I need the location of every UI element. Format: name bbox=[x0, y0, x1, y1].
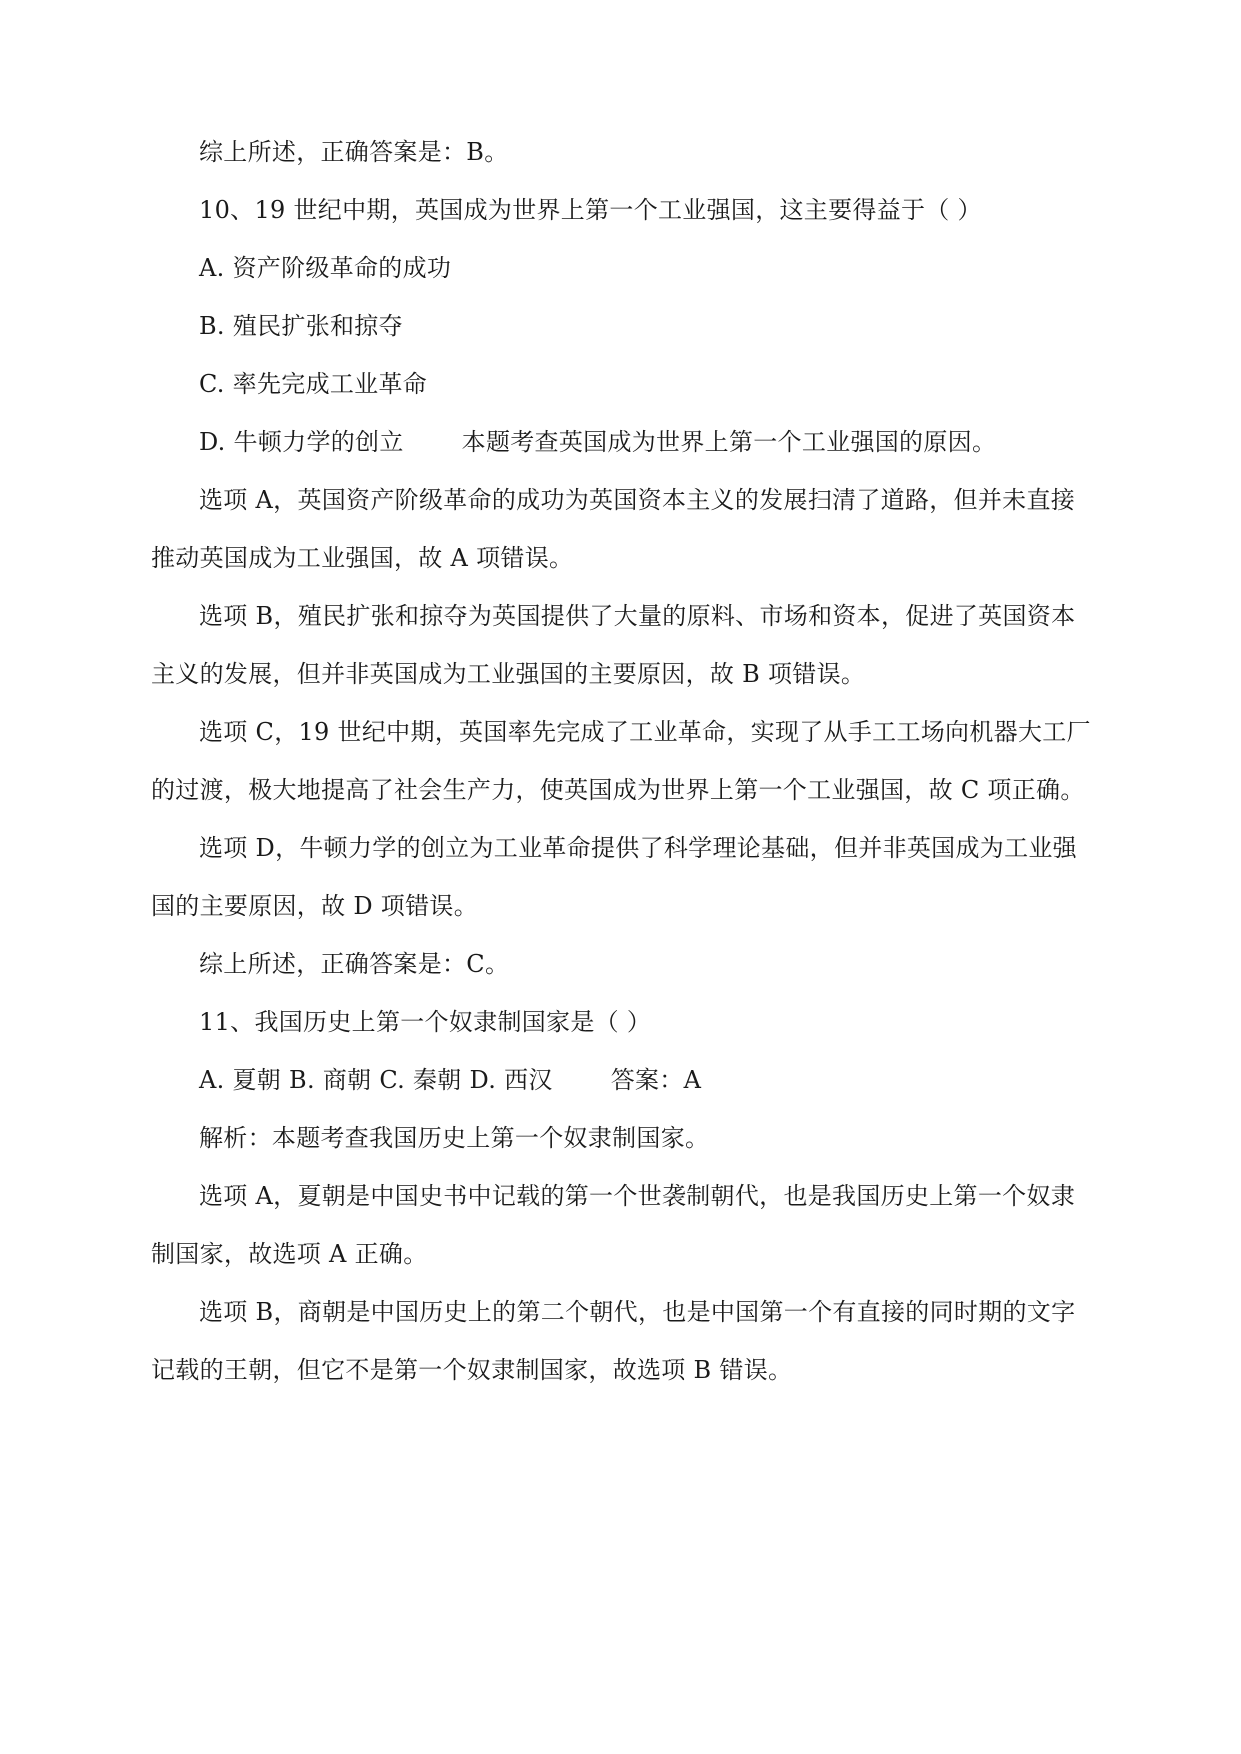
question-10-option-c: C. 率先完成工业革命 bbox=[199, 370, 428, 398]
question-11-stem: 11、我国历史上第一个奴隶制国家是（ ） bbox=[199, 1008, 652, 1036]
question-10-explain-d-line-1: 选项 D，牛顿力学的创立为工业革命提供了科学理论基础，但并非英国成为工业强 bbox=[199, 834, 1077, 862]
question-10-explain-c-line-2: 的过渡，极大地提高了社会生产力，使英国成为世界上第一个工业强国，故 C 项正确。 bbox=[151, 776, 1085, 804]
question-10-explain-b-line-2: 主义的发展，但并非英国成为工业强国的主要原因，故 B 项错误。 bbox=[151, 660, 866, 688]
question-11-explain-a-line-2: 制国家，故选项 A 正确。 bbox=[151, 1240, 428, 1268]
question-11-answer: 答案：A bbox=[610, 1066, 702, 1094]
question-10-stem: 10、19 世纪中期，英国成为世界上第一个工业强国，这主要得益于（ ） bbox=[199, 196, 982, 224]
summary-answer-b: 综上所述，正确答案是：B。 bbox=[199, 138, 509, 166]
question-11-options: A. 夏朝 B. 商朝 C. 秦朝 D. 西汉 bbox=[199, 1066, 553, 1094]
question-11-options-line bbox=[199, 1063, 701, 1097]
question-10-option-d-line bbox=[199, 425, 996, 459]
question-10-explain-d-line-2: 国的主要原因，故 D 项错误。 bbox=[151, 892, 478, 920]
question-10-option-b: B. 殖民扩张和掠夺 bbox=[199, 312, 403, 340]
question-10-analysis-intro: 本题考查英国成为世界上第一个工业强国的原因。 bbox=[461, 428, 997, 456]
question-10-explain-b-line-1: 选项 B，殖民扩张和掠夺为英国提供了大量的原料、市场和资本，促进了英国资本 bbox=[199, 602, 1076, 630]
question-10-option-d: D. 牛顿力学的创立 bbox=[199, 428, 404, 456]
question-11-analysis: 解析：本题考查我国历史上第一个奴隶制国家。 bbox=[199, 1124, 710, 1152]
question-10-explain-c-line-1: 选项 C，19 世纪中期，英国率先完成了工业革命，实现了从手工工场向机器大工厂 bbox=[199, 718, 1091, 746]
question-11-explain-a-line-1: 选项 A，夏朝是中国史书中记载的第一个世袭制朝代，也是我国历史上第一个奴隶 bbox=[199, 1182, 1076, 1210]
question-10-explain-a-line-2: 推动英国成为工业强国，故 A 项错误。 bbox=[151, 544, 574, 572]
question-11-explain-b-line-1: 选项 B，商朝是中国历史上的第二个朝代，也是中国第一个有直接的同时期的文字 bbox=[199, 1298, 1076, 1326]
question-10-option-a: A. 资产阶级革命的成功 bbox=[199, 254, 452, 282]
question-10-explain-a-line-1: 选项 A，英国资产阶级革命的成功为英国资本主义的发展扫清了道路，但并未直接 bbox=[199, 486, 1076, 514]
question-10-summary: 综上所述，正确答案是：C。 bbox=[199, 950, 510, 978]
question-11-explain-b-line-2: 记载的王朝，但它不是第一个奴隶制国家，故选项 B 错误。 bbox=[151, 1356, 793, 1384]
